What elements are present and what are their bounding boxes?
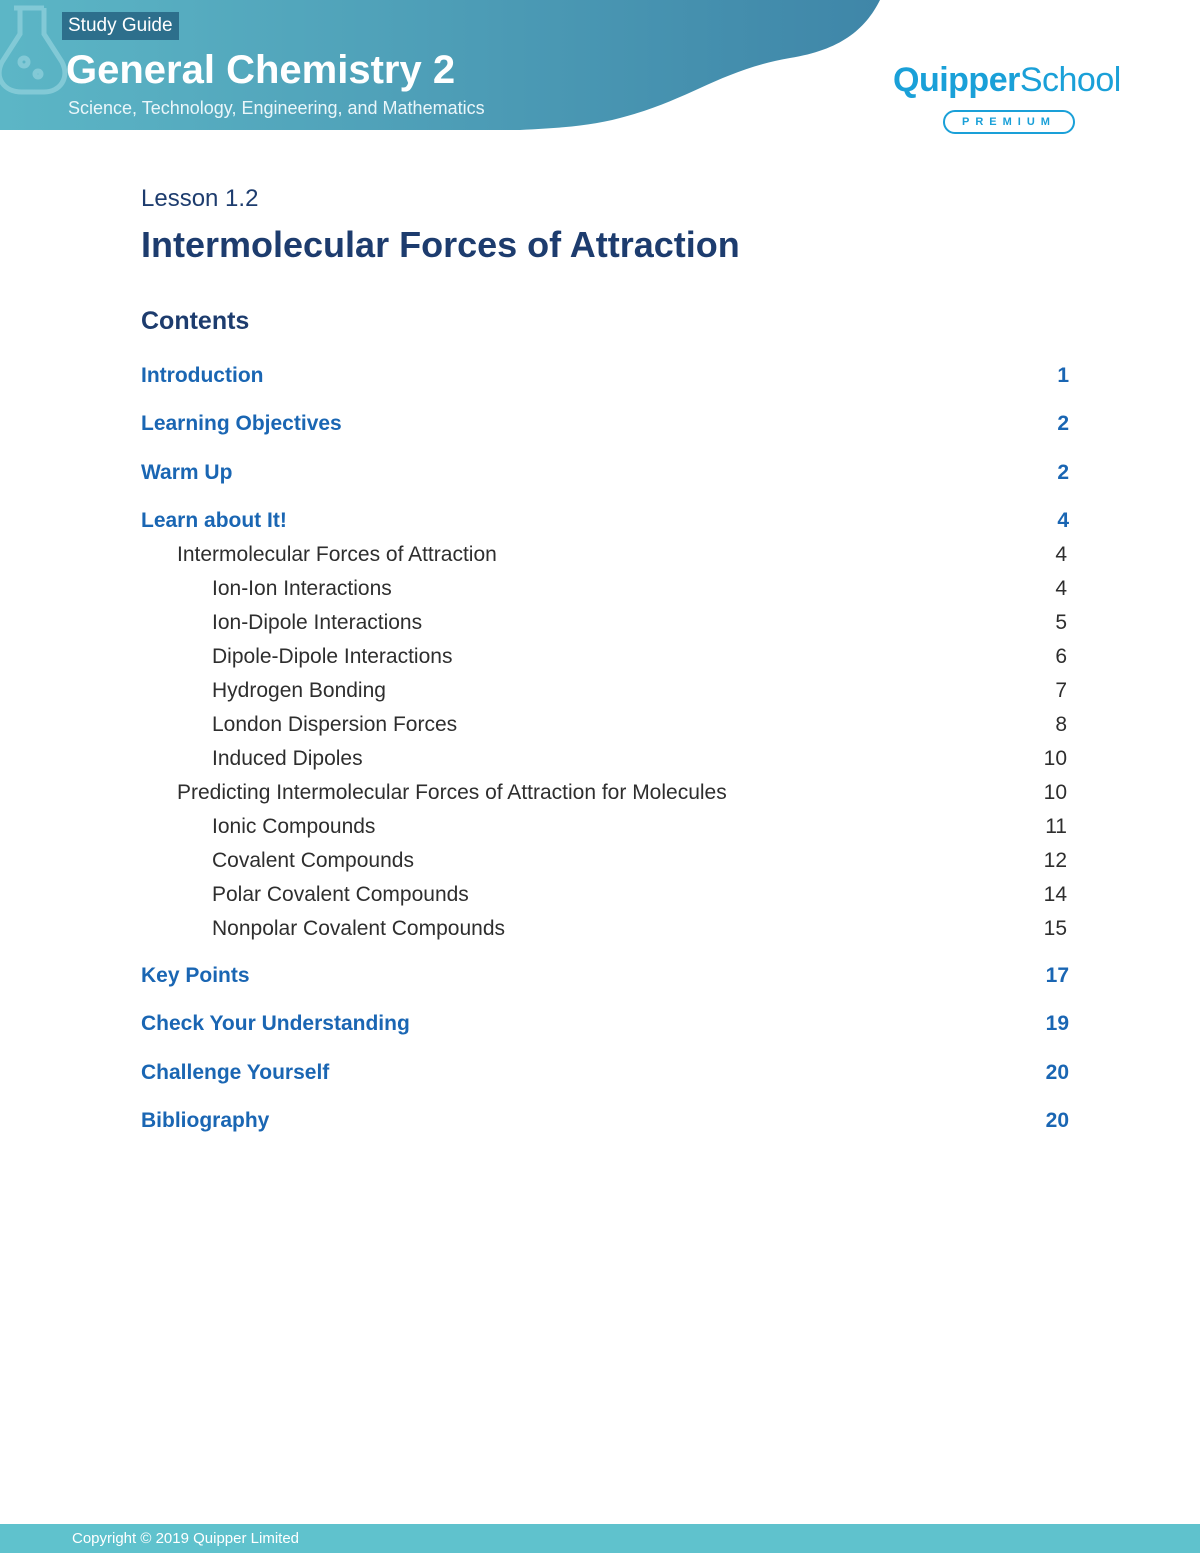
toc-entry-covalent-compounds[interactable] <box>0 846 1200 876</box>
toc-entry-label: Bibliography <box>141 1109 270 1132</box>
toc-entry-label: Introduction <box>141 364 264 387</box>
contents-heading: Contents <box>141 307 250 335</box>
toc-entry-label: Nonpolar Covalent Compounds <box>212 917 506 940</box>
brand-logo-part2: School <box>1019 61 1121 99</box>
toc-entry-label: Polar Covalent Compounds <box>212 883 469 906</box>
toc-entry-label: Dipole-Dipole Interactions <box>212 645 453 668</box>
toc-entry-page: 17 <box>1045 964 1069 987</box>
toc-entry-learning-objectives[interactable] <box>0 409 1200 439</box>
premium-badge: PREMIUM <box>943 110 1075 134</box>
toc-entry-bibliography[interactable] <box>0 1106 1200 1136</box>
toc-entry-page: 7 <box>1055 679 1067 702</box>
subject-title: General Chemistry 2 <box>66 48 456 92</box>
toc-entry-label: London Dispersion Forces <box>212 713 458 736</box>
toc-entry-page: 8 <box>1055 713 1067 736</box>
toc-entry-warm-up[interactable] <box>0 458 1200 488</box>
toc-entry-page: 10 <box>1043 781 1067 804</box>
footer-bar <box>0 1524 1200 1553</box>
toc-entry-page: 2 <box>1057 461 1069 484</box>
toc-entry-learn-about-it[interactable] <box>0 506 1200 536</box>
toc-entry-page: 20 <box>1045 1109 1069 1132</box>
toc-entry-page: 15 <box>1043 917 1067 940</box>
toc-entry-label: Learning Objectives <box>141 412 342 435</box>
toc-entry-page: 4 <box>1055 577 1067 600</box>
toc-entry-page: 6 <box>1055 645 1067 668</box>
toc-entry-label: Hydrogen Bonding <box>212 679 386 702</box>
flask-icon <box>0 0 70 100</box>
toc-entry-dipole-dipole[interactable] <box>0 642 1200 672</box>
toc-entry-label: Covalent Compounds <box>212 849 414 872</box>
strand-subtitle: Science, Technology, Engineering, and Mathematics <box>68 98 485 118</box>
toc-entry-page: 4 <box>1057 509 1069 532</box>
toc-entry-ion-ion[interactable] <box>0 574 1200 604</box>
toc-entry-page: 20 <box>1045 1061 1069 1084</box>
toc-entry-label: Ion-Ion Interactions <box>212 577 392 600</box>
toc-entry-page: 4 <box>1055 543 1067 566</box>
lesson-number: Lesson 1.2 <box>141 185 259 212</box>
brand-logo <box>893 58 1121 102</box>
toc-entry-polar-covalent[interactable] <box>0 880 1200 910</box>
toc-entry-induced-dipoles[interactable] <box>0 744 1200 774</box>
toc-entry-challenge-yourself[interactable] <box>0 1058 1200 1088</box>
toc-entry-page: 12 <box>1043 849 1067 872</box>
brand-logo-part1: Quipper <box>893 61 1020 99</box>
toc-entry-ion-dipole[interactable] <box>0 608 1200 638</box>
toc-entry-label: Induced Dipoles <box>212 747 363 770</box>
toc-entry-label: Warm Up <box>141 461 233 484</box>
study-guide-tag: Study Guide <box>62 12 179 40</box>
toc-entry-page: 1 <box>1057 364 1069 387</box>
toc-entry-page: 10 <box>1043 747 1067 770</box>
toc-entry-page: 2 <box>1057 412 1069 435</box>
toc-entry-label: Predicting Intermolecular Forces of Attraction for Molecules <box>177 781 727 804</box>
toc-entry-london-dispersion[interactable] <box>0 710 1200 740</box>
toc-entry-introduction[interactable] <box>0 361 1200 391</box>
toc-entry-page: 5 <box>1055 611 1067 634</box>
toc-entry-page: 14 <box>1043 883 1067 906</box>
toc-entry-predicting-forces[interactable] <box>0 778 1200 808</box>
toc-entry-ionic-compounds[interactable] <box>0 812 1200 842</box>
toc-entry-label: Key Points <box>141 964 250 987</box>
toc-entry-hydrogen-bonding[interactable] <box>0 676 1200 706</box>
toc-entry-label: Ion-Dipole Interactions <box>212 611 423 634</box>
lesson-title: Intermolecular Forces of Attraction <box>141 224 740 265</box>
toc-entry-label: Challenge Yourself <box>141 1061 330 1084</box>
toc-entry-page: 19 <box>1045 1012 1069 1035</box>
copyright-text: Copyright © 2019 Quipper Limited <box>72 1530 300 1547</box>
toc-entry-label: Learn about It! <box>141 509 287 532</box>
toc-entry-label: Check Your Understanding <box>141 1012 410 1035</box>
toc-entry-label: Intermolecular Forces of Attraction <box>177 543 497 566</box>
toc-entry-nonpolar-covalent[interactable] <box>0 914 1200 944</box>
toc-entry-page: 11 <box>1045 815 1067 838</box>
toc-entry-intermolecular-forces[interactable] <box>0 540 1200 570</box>
toc-entry-key-points[interactable] <box>0 961 1200 991</box>
toc-entry-check-understanding[interactable] <box>0 1009 1200 1039</box>
toc-entry-label: Ionic Compounds <box>212 815 376 838</box>
